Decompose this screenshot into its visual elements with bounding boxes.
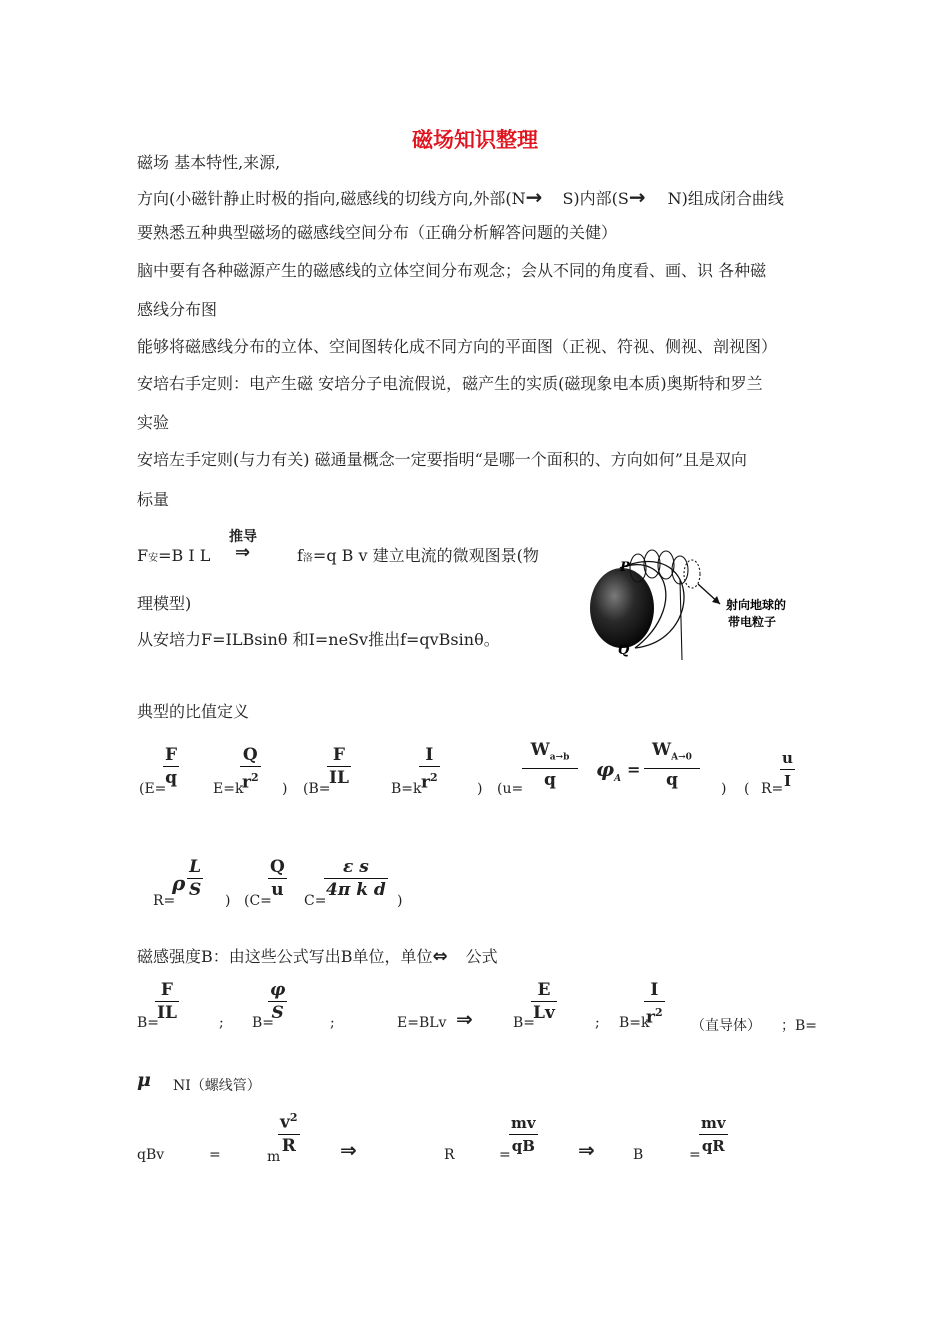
denominator-base: r bbox=[421, 772, 430, 793]
denominator: qB bbox=[511, 1137, 535, 1155]
formula-prefix: (E= bbox=[139, 781, 167, 797]
figure-caption: 射向地球的 bbox=[726, 598, 787, 612]
numerator-base: v bbox=[280, 1112, 290, 1133]
paren: ) bbox=[721, 781, 727, 797]
double-arrow-icon: ⇔ bbox=[432, 946, 448, 967]
text-segment: 磁感强度B：由这些公式写出B单位，单位 bbox=[137, 947, 433, 966]
text-line: 能够将磁感线分布的立体、空间图转化成不同方向的平面图（正视、符视、侧视、剖视图） bbox=[137, 337, 778, 356]
text-line: 从安培力F=ILBsinθ 和I=neSv推出f=qvBsinθ。 bbox=[137, 630, 500, 649]
text-line: 理模型) bbox=[137, 594, 192, 613]
exponent: 2 bbox=[250, 771, 259, 784]
text-segment: 公式 bbox=[465, 947, 498, 966]
numerator-base: W bbox=[530, 740, 550, 760]
numerator: φ bbox=[270, 980, 286, 1000]
paren: ) bbox=[397, 893, 403, 909]
right-arrow-icon: → bbox=[628, 185, 646, 209]
equals-sign: = bbox=[209, 1147, 221, 1163]
exponent: 2 bbox=[654, 1006, 663, 1019]
numerator: I bbox=[425, 745, 434, 765]
numerator bbox=[650, 740, 694, 767]
fraction-bar bbox=[163, 766, 179, 767]
implies-arrow-icon: ⇒ bbox=[340, 1138, 357, 1162]
figure-caption: 带电粒子 bbox=[728, 615, 777, 629]
earth-particle-figure bbox=[580, 540, 820, 665]
numerator: ε s bbox=[342, 857, 369, 877]
text-segment: f bbox=[297, 546, 303, 565]
phi-symbol: φ bbox=[596, 757, 615, 781]
page-title: 磁场知识整理 bbox=[412, 127, 538, 152]
formula-prefix: B=k bbox=[391, 781, 422, 797]
label-p: P bbox=[620, 560, 630, 575]
numerator: Q bbox=[270, 857, 285, 877]
denominator: 4π k d bbox=[326, 880, 386, 900]
text-segment: F bbox=[137, 546, 149, 565]
denominator: S bbox=[189, 880, 202, 900]
numerator bbox=[278, 1108, 300, 1133]
denominator: q bbox=[165, 768, 177, 788]
fraction-bar bbox=[419, 766, 440, 767]
fraction-bar bbox=[644, 768, 700, 769]
formula-prefix: R= bbox=[761, 781, 784, 797]
formula-prefix: B= bbox=[137, 1015, 160, 1031]
lorentz-force-formula bbox=[297, 546, 539, 569]
note-text: （直导体） bbox=[691, 1018, 761, 1034]
fraction-bar bbox=[509, 1134, 538, 1135]
formula-prefix: B= bbox=[513, 1015, 536, 1031]
fraction-u-over-i bbox=[780, 748, 795, 791]
separator: ; bbox=[330, 1015, 335, 1031]
potential-symbol bbox=[596, 757, 621, 784]
earth-sphere bbox=[590, 568, 654, 648]
fraction-bar bbox=[187, 878, 203, 879]
denominator: u bbox=[271, 880, 284, 900]
subscript: A bbox=[614, 774, 622, 784]
fraction-wab-over-q bbox=[522, 740, 578, 790]
fraction-bar bbox=[327, 766, 351, 767]
formula-text: E=BLv bbox=[397, 1015, 447, 1031]
label-q: Q bbox=[618, 643, 630, 658]
denominator: IL bbox=[157, 1003, 177, 1023]
denominator: Lv bbox=[533, 1003, 555, 1023]
formula-text: m bbox=[267, 1149, 281, 1165]
text-segment: 方向(小磁针静止时极的指向,磁感线的切线方向,外部(N bbox=[137, 189, 526, 208]
denominator bbox=[240, 768, 261, 793]
formula-prefix: (C= bbox=[244, 893, 272, 909]
text-line: 安培左手定则(与力有关) 磁通量概念一定要指明“是哪一个面积的、方向如何”且是双向 bbox=[137, 450, 747, 469]
paren: ) bbox=[282, 781, 288, 797]
separator: ；B= bbox=[781, 1018, 818, 1034]
right-arrow-icon: → bbox=[525, 185, 543, 209]
subscript: a→b bbox=[549, 752, 570, 763]
formula-prefix: E=k bbox=[213, 781, 244, 797]
formula-text: NI（螺线管） bbox=[173, 1078, 261, 1094]
denominator bbox=[419, 768, 440, 793]
exponent: 2 bbox=[429, 771, 438, 784]
fraction-bar bbox=[155, 1001, 179, 1002]
fraction-es-over-4pikd bbox=[324, 857, 388, 900]
fraction-bar bbox=[278, 1134, 300, 1135]
fraction-v2-over-r bbox=[278, 1108, 300, 1156]
separator: ; bbox=[595, 1015, 600, 1031]
subscript: 洛 bbox=[302, 553, 313, 564]
numerator: E bbox=[537, 980, 551, 1000]
field-line bbox=[680, 580, 682, 660]
numerator: u bbox=[782, 749, 793, 767]
fraction-f-over-il bbox=[327, 745, 351, 788]
numerator: I bbox=[650, 980, 659, 1000]
fraction-i-over-r2 bbox=[419, 745, 440, 793]
fraction-bar bbox=[531, 1001, 557, 1002]
denominator bbox=[644, 1003, 665, 1028]
fraction-l-over-s bbox=[187, 857, 203, 900]
fraction-i-over-r2 bbox=[644, 980, 665, 1028]
paren: ) bbox=[477, 781, 483, 797]
numerator: Q bbox=[242, 745, 258, 765]
fraction-bar bbox=[699, 1134, 728, 1135]
fraction-f-over-q bbox=[163, 745, 179, 788]
numerator bbox=[529, 740, 572, 767]
mu-symbol: μ bbox=[137, 1069, 151, 1091]
fraction-e-over-lv bbox=[531, 980, 557, 1023]
text-segment: =B I L bbox=[158, 546, 211, 565]
denominator-base: r bbox=[242, 772, 251, 793]
numerator: F bbox=[332, 745, 345, 765]
numerator: mv bbox=[701, 1114, 726, 1132]
equals-sign: = bbox=[499, 1147, 511, 1163]
implies-arrow-icon: ⇒ bbox=[578, 1138, 595, 1162]
text-line: 安培右手定则：电产生磁 安培分子电流假说，磁产生的实质(磁现象电本质)奥斯特和罗兰 bbox=[137, 374, 763, 393]
equals-sign: = bbox=[627, 760, 641, 779]
paren: ) bbox=[225, 893, 231, 909]
subscript: 安 bbox=[148, 553, 159, 564]
paren: ( bbox=[744, 781, 750, 797]
formula-prefix: (u= bbox=[497, 781, 524, 797]
fraction-bar bbox=[644, 1001, 665, 1002]
numerator: F bbox=[165, 745, 178, 765]
text-line: 要熟悉五种典型磁场的磁感线空间分布（正确分析解答问题的关健） bbox=[137, 223, 618, 242]
denominator: q bbox=[544, 770, 556, 791]
derive-label: 推导 bbox=[229, 529, 257, 545]
text-line: 脑中要有各种磁源产生的磁感线的立体空间分布观念；会从不同的角度看、画、识 各种磁 bbox=[137, 261, 767, 280]
ampere-force-formula bbox=[137, 546, 210, 569]
text-line: 磁场 基本特性,来源, bbox=[137, 153, 281, 172]
fraction-mv-over-qr bbox=[699, 1113, 728, 1156]
fraction-wa0-over-q bbox=[644, 740, 700, 790]
text-line-b-units bbox=[137, 947, 498, 967]
denominator: q bbox=[666, 770, 678, 791]
text-line-direction bbox=[137, 187, 784, 209]
fraction-bar bbox=[240, 766, 261, 767]
formula-text: R bbox=[444, 1147, 455, 1163]
fraction-bar bbox=[268, 1001, 287, 1002]
denominator: qR bbox=[701, 1137, 725, 1155]
formula-prefix: B= bbox=[252, 1015, 275, 1031]
formula-prefix: B=k bbox=[619, 1015, 650, 1031]
formula-text: qBv bbox=[137, 1147, 165, 1163]
denominator: IL bbox=[329, 768, 349, 788]
exponent: 2 bbox=[289, 1111, 298, 1124]
denominator: S bbox=[271, 1003, 284, 1023]
numerator: mv bbox=[511, 1114, 536, 1132]
fraction-bar bbox=[324, 878, 388, 879]
formula-prefix: C= bbox=[304, 893, 327, 909]
fraction-f-over-il bbox=[155, 980, 179, 1023]
text-line: 标量 bbox=[137, 490, 170, 509]
separator: ; bbox=[219, 1015, 224, 1031]
fraction-bar bbox=[268, 878, 287, 879]
text-segment: N)组成闭合曲线 bbox=[667, 189, 784, 208]
formula-prefix: (B= bbox=[303, 781, 331, 797]
formula-text: B bbox=[633, 1147, 644, 1163]
fraction-mv-over-qb bbox=[509, 1113, 538, 1156]
numerator: F bbox=[160, 980, 173, 1000]
formula-prefix: R= bbox=[153, 893, 176, 909]
text-line: 感线分布图 bbox=[137, 300, 218, 319]
fraction-q-over-u bbox=[268, 857, 287, 900]
fraction-phi-over-s bbox=[268, 980, 287, 1023]
text-segment: =q B v 建立电流的微观图景(物 bbox=[312, 546, 539, 565]
implies-arrow-icon: ⇒ bbox=[456, 1007, 473, 1031]
numerator: L bbox=[189, 857, 202, 877]
fraction-bar bbox=[780, 769, 795, 770]
implies-arrow-icon: ⇒ bbox=[235, 542, 251, 563]
denominator-base: r bbox=[646, 1007, 655, 1028]
subscript: A→0 bbox=[671, 752, 692, 763]
denominator: R bbox=[281, 1135, 296, 1156]
text-segment: S)内部(S bbox=[562, 189, 629, 208]
equals-sign: = bbox=[689, 1147, 701, 1163]
text-line: 实验 bbox=[137, 413, 170, 432]
section-heading: 典型的比值定义 bbox=[137, 702, 250, 721]
fraction-bar bbox=[522, 768, 578, 769]
denominator: I bbox=[783, 772, 791, 790]
rho-symbol: ρ bbox=[172, 871, 186, 895]
numerator-base: W bbox=[652, 740, 672, 760]
fraction-q-over-r2 bbox=[240, 745, 261, 793]
